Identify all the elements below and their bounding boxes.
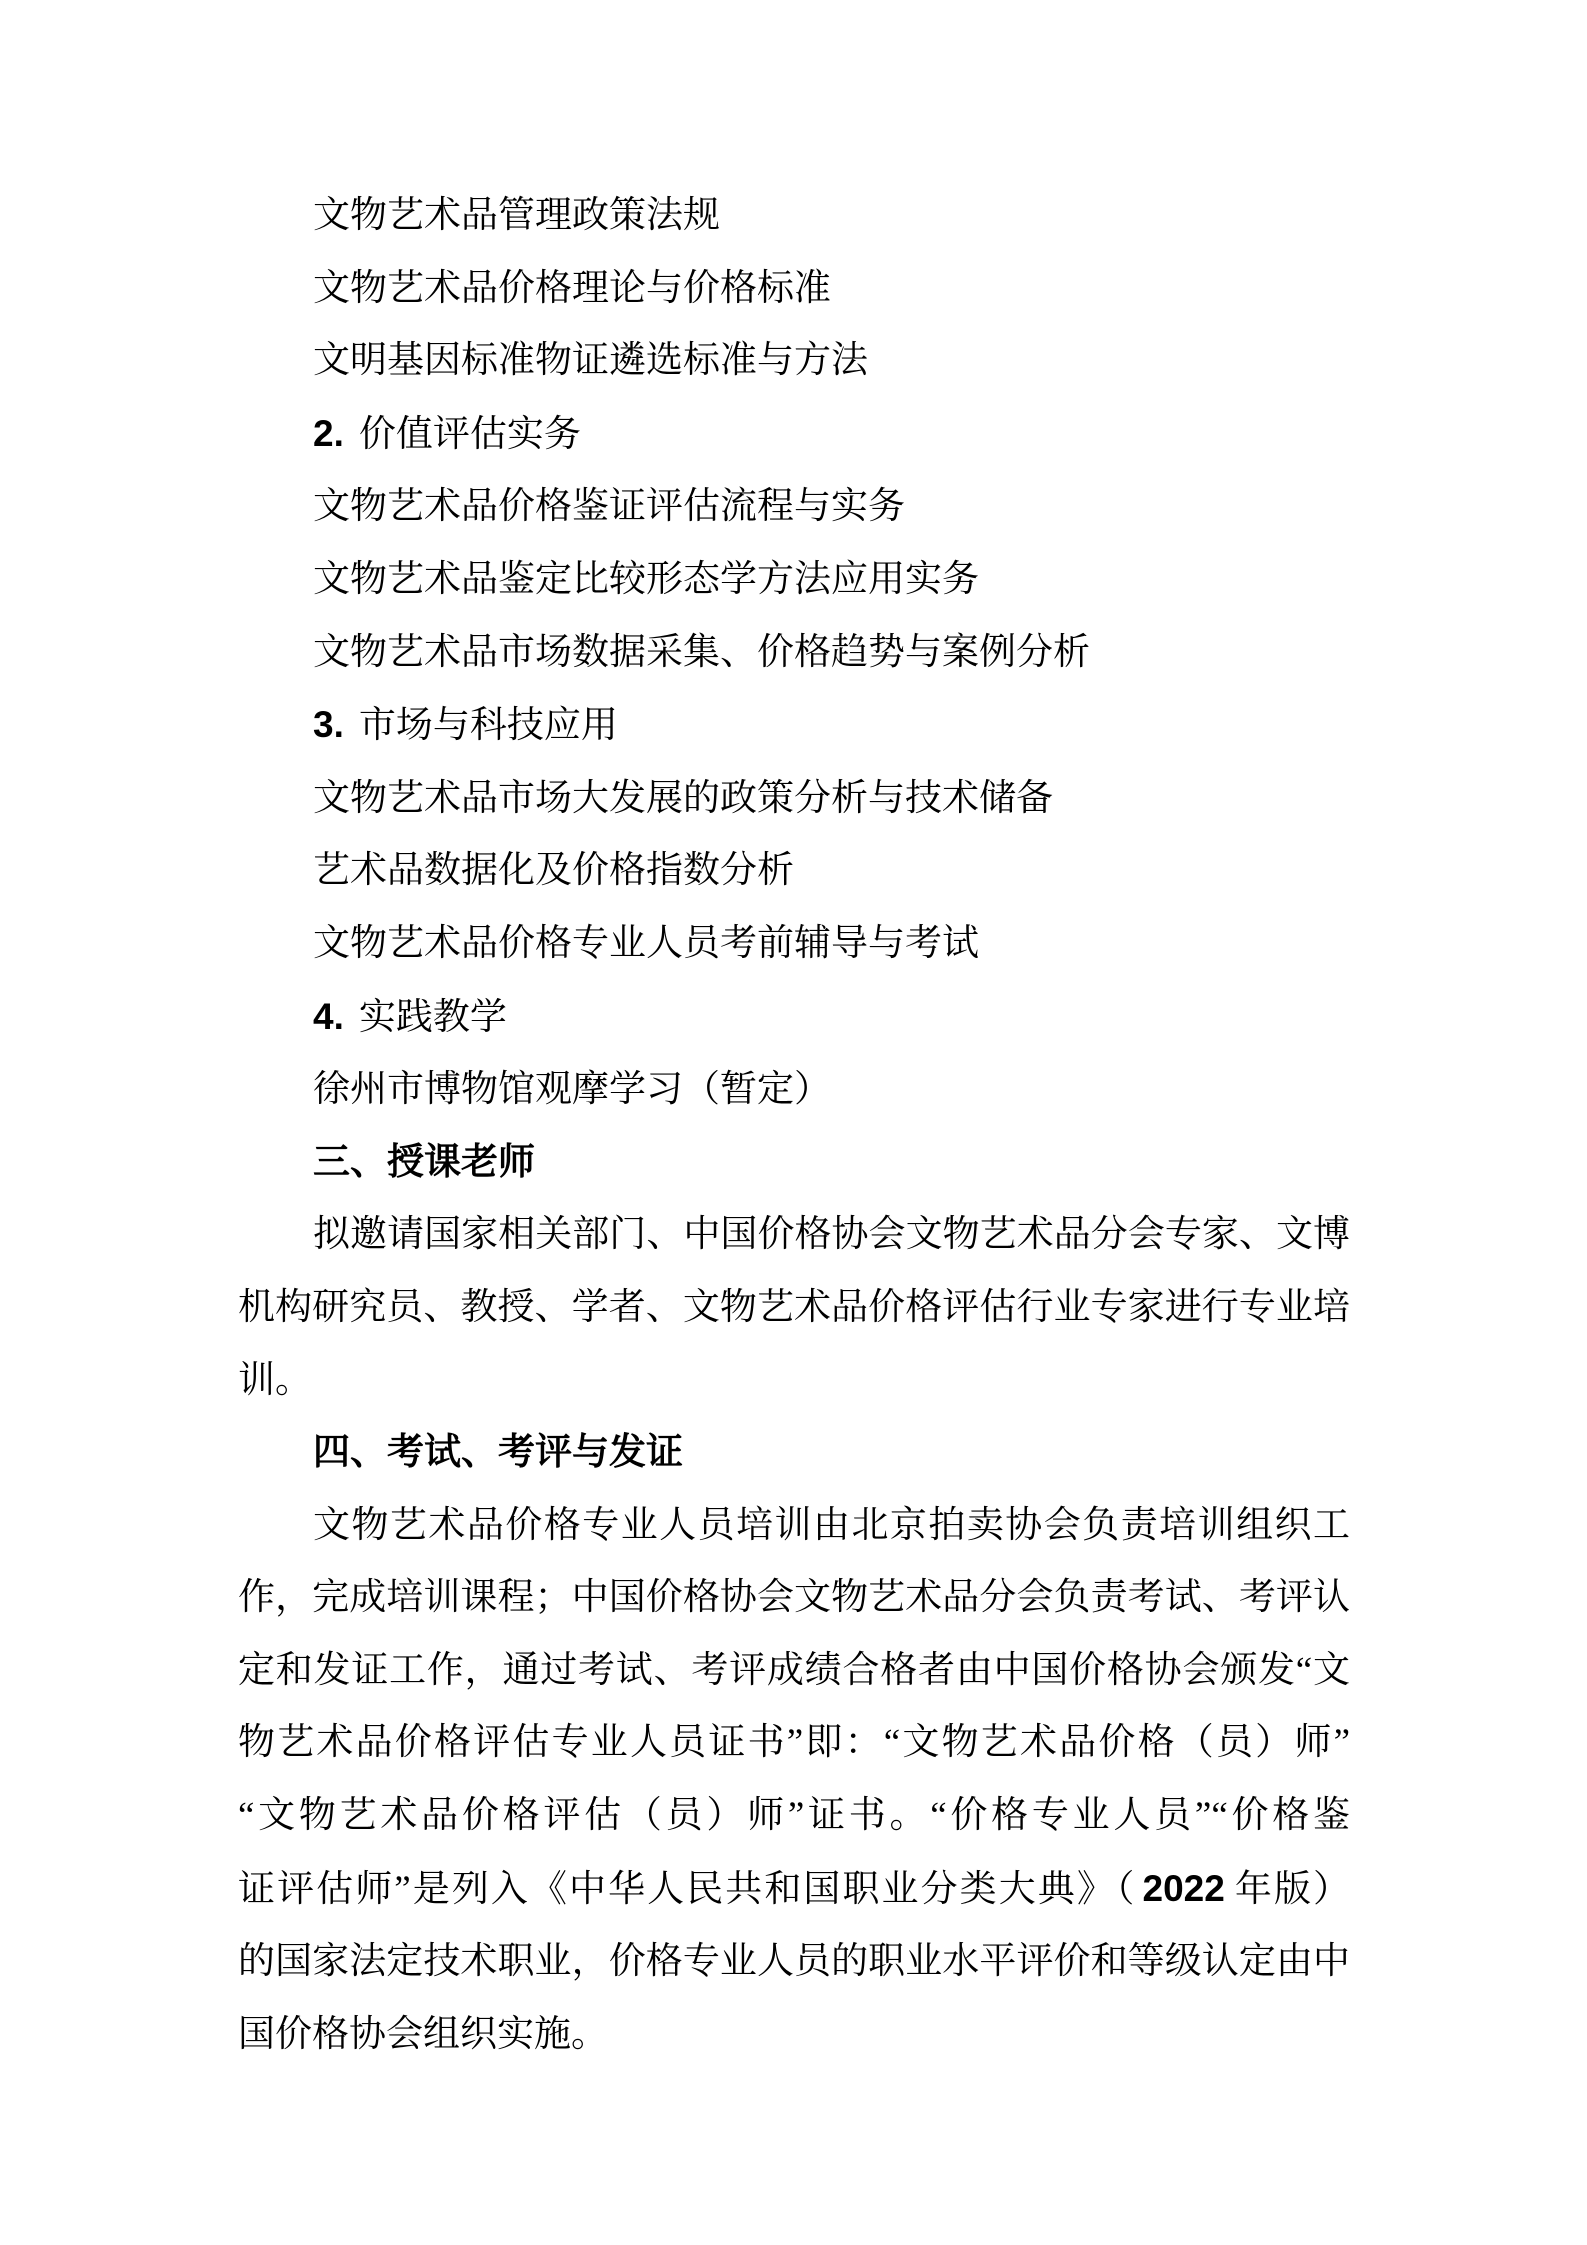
paragraph-line: 的国家法定技术职业，价格专业人员的职业水平评价和等级认定由中 <box>238 1941 1350 1983</box>
subheading-text: 市场与科技应用 <box>358 705 618 747</box>
item-number: 4. <box>313 995 344 1037</box>
numbered-subheading <box>238 981 1350 1055</box>
course-item-line: 文物艺术品市场大发展的政策分析与技术储备 <box>313 777 1053 819</box>
subheading-text: 实践教学 <box>358 996 507 1038</box>
paragraph-line: 文物艺术品价格专业人员培训由北京拍卖协会负责培训组织工 <box>313 1504 1350 1546</box>
course-item-line: 文物艺术品市场数据采集、价格趋势与案例分析 <box>313 631 1090 673</box>
course-item-line: 文物艺术品价格专业人员考前辅导与考试 <box>313 922 979 964</box>
paragraph-text: 证评估师”是列入《中华人民共和国职业分类大典》（ <box>238 1868 1137 1910</box>
paragraph-line: 国价格协会组织实施。 <box>238 2013 608 2055</box>
paragraph-line: 作，完成培训课程；中国价格协会文物艺术品分会负责考试、考评认 <box>238 1577 1350 1619</box>
course-item-line: 文物艺术品管理政策法规 <box>313 195 720 236</box>
course-item-line: 徐州市博物馆观摩学习（暂定） <box>313 1069 831 1111</box>
paragraph-line: “文物艺术品价格评估（员）师”证书。“价格专业人员”“价格鉴 <box>238 1795 1350 1837</box>
paragraph-line: 机构研究员、教授、学者、文物艺术品价格评估行业专家进行专业培 <box>238 1286 1350 1328</box>
year-number: 2022 <box>1142 1867 1225 1909</box>
numbered-subheading <box>238 398 1350 472</box>
course-item-line: 文明基因标准物证遴选标准与方法 <box>313 340 868 382</box>
item-number: 2. <box>313 412 344 454</box>
numbered-subheading <box>238 689 1350 763</box>
course-item-line: 文物艺术品价格理论与价格标准 <box>313 267 831 309</box>
paragraph-line <box>238 1853 1350 1927</box>
text-content <box>238 180 1350 2071</box>
paragraph-text: 年版） <box>1232 1868 1351 1910</box>
item-number: 3. <box>313 704 344 746</box>
course-item-line: 艺术品数据化及价格指数分析 <box>313 850 794 892</box>
section-heading: 四、考试、考评与发证 <box>313 1432 683 1474</box>
course-item-line: 文物艺术品鉴定比较形态学方法应用实务 <box>313 558 979 600</box>
paragraph-line: 训。 <box>238 1359 312 1401</box>
paragraph-line: 定和发证工作，通过考试、考评成绩合格者由中国价格协会颁发“文 <box>238 1649 1350 1691</box>
paragraph-line: 物艺术品价格评估专业人员证书”即：“文物艺术品价格（员）师” <box>238 1722 1350 1764</box>
subheading-text: 价值评估实务 <box>358 413 581 455</box>
paragraph-line: 拟邀请国家相关部门、中国价格协会文物艺术品分会专家、文博 <box>313 1214 1350 1256</box>
course-item-line: 文物艺术品价格鉴证评估流程与实务 <box>313 486 905 528</box>
section-heading: 三、授课老师 <box>313 1141 535 1183</box>
